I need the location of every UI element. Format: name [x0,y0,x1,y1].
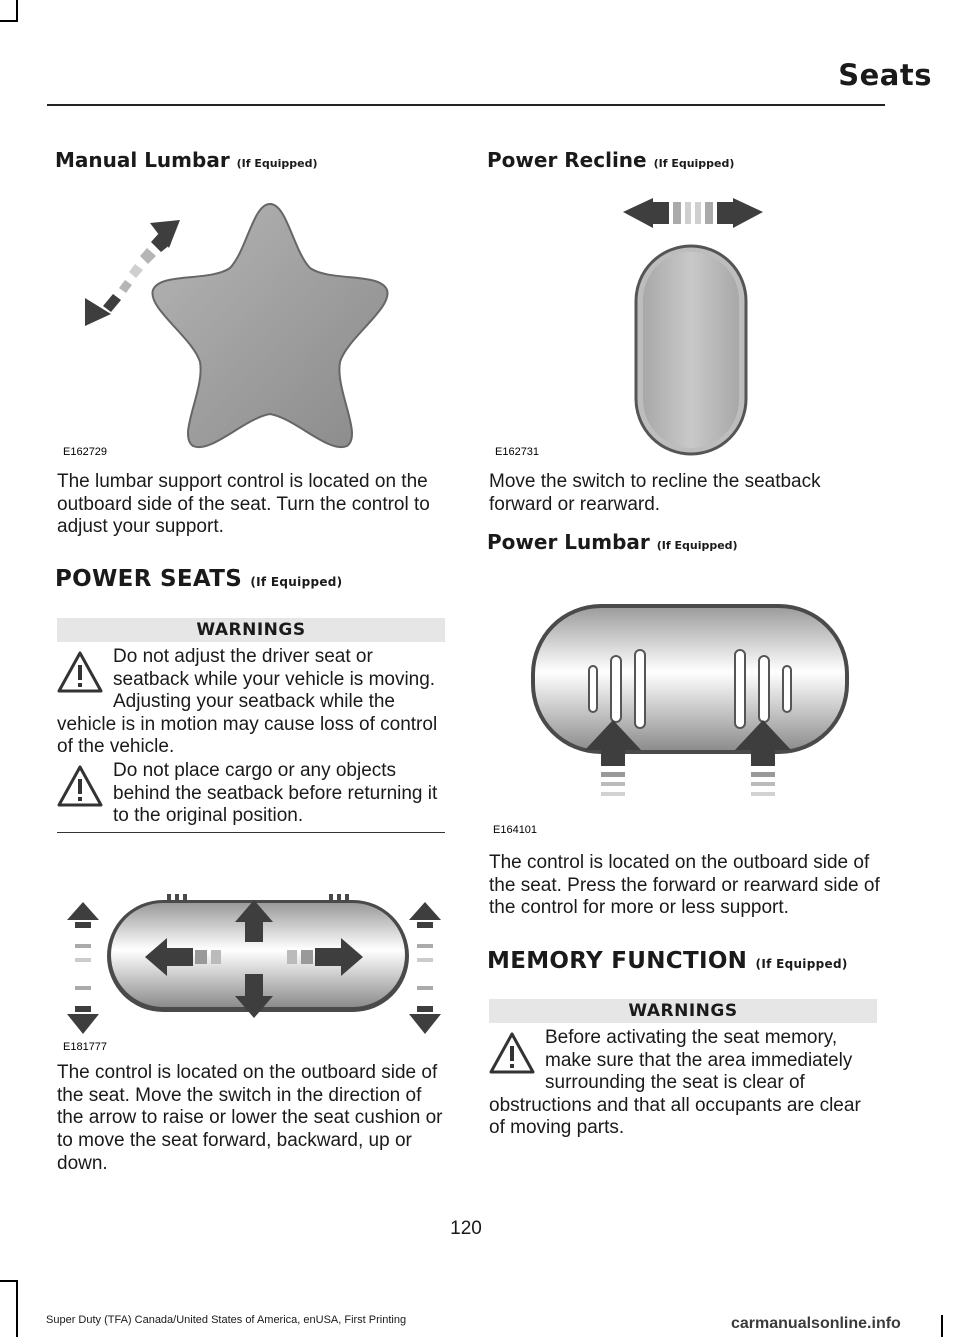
warning-item: Do not place cargo or any objects behind the seatback before returning it to the original position. [57,760,447,828]
recline-arrows-icon [623,198,763,228]
manual-lumbar-text: The lumbar support control is located on the outboard side of the seat. Turn the control to adjust your support. [57,471,430,538]
warnings-heading: WARNINGS [57,618,445,642]
figure-id: E162729 [63,446,108,458]
page-number: 120 [450,1218,482,1239]
header-rule [47,104,885,106]
page-header-title: Seats [838,58,932,92]
figure-id: E181777 [63,1041,108,1052]
memory-function-heading: MEMORY FUNCTION (If Equipped) [487,948,848,974]
crop-mark [941,1315,943,1337]
warning-triangle-icon [57,764,103,808]
power-seats-heading: POWER SEATS (If Equipped) [55,566,343,592]
footer-text: Super Duty (TFA) Canada/United States of America, enUSA, First Printing [46,1314,407,1326]
lumbar-knob [152,204,387,447]
warning-item: Before activating the seat memory, make sure that the area immediately surrounding the seat is clear of obstructions and that all occupants are clear of moving parts. [489,1027,861,1138]
power-lumbar-heading: Power Lumbar (If Equipped) [487,530,738,554]
manual-lumbar-figure [55,190,447,458]
crop-mark [16,0,18,22]
figure-id: E162731 [495,446,540,458]
power-recline-figure [487,190,879,458]
warnings-end-rule [57,832,445,833]
power-lumbar-figure [487,574,879,838]
watermark: carmanualsonline.info [731,1315,901,1332]
crop-mark [0,20,18,22]
warning-triangle-icon [57,650,103,694]
power-seat-control-text: The control is located on the outboard side of the seat. Move the switch in the direction of the arrow to raise or lower the seat cushion or to move the seat forward, backward, up or down. [57,1062,443,1174]
power-recline-text: Move the switch to recline the seatback forward or rearward. [489,471,821,515]
manual-lumbar-heading: Manual Lumbar (If Equipped) [55,148,318,172]
power-seat-control-figure [55,886,447,1052]
power-recline-heading: Power Recline (If Equipped) [487,148,735,172]
figure-id: E164101 [493,824,538,836]
crop-mark [0,1280,18,1282]
warning-item: Do not adjust the driver seat or seatback while your vehicle is moving. Adjusting your seatback while the vehicle is in motion may cause loss of control of the vehicle. [57,646,438,757]
warning-triangle-icon [489,1031,535,1075]
warnings-heading: WARNINGS [489,999,877,1023]
power-lumbar-text: The control is located on the outboard side of the seat. Press the forward or rearward side of the control for more or less support. [489,852,880,919]
crop-mark [16,1280,18,1337]
